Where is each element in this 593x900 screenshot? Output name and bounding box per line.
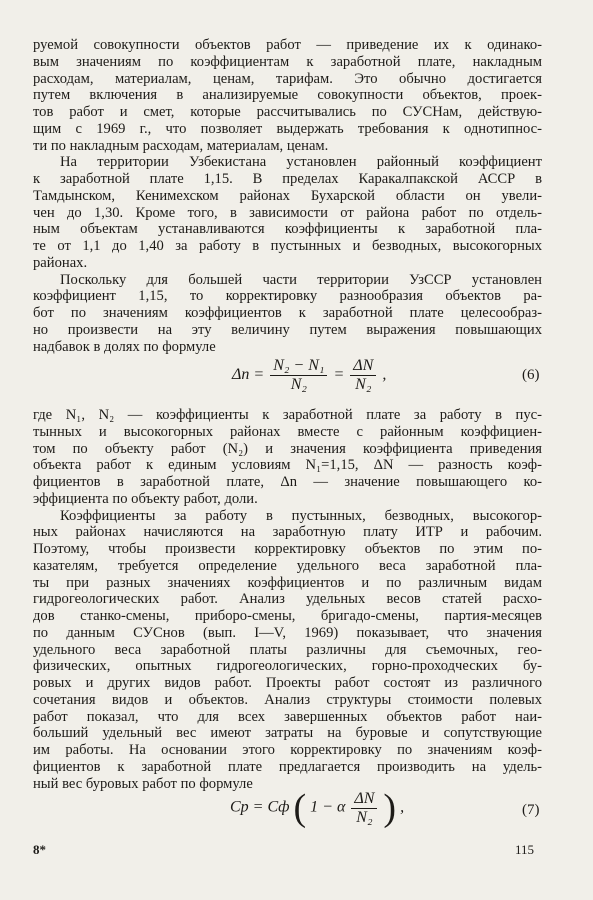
text-line: эффициента по объекту работ, доли. xyxy=(33,490,258,507)
text-line: Поскольку для большей части территории УзССР установлен xyxy=(60,271,542,288)
formula-6-denominator-2: N₂ xyxy=(355,376,372,393)
text-line: больший удельный вес имеют затраты на буровые и сопутствующие xyxy=(33,725,542,742)
text-line: те от 1,1 до 1,40 за работу в пустынных и безводных, высокогорных xyxy=(33,238,542,254)
formula-7-rhs-coefficient: Cф xyxy=(267,798,290,816)
formula-6-numerator-1: N₂ − N₁ xyxy=(270,357,327,376)
text-line: удельного веса заработной платы различны для съемочных, гео- xyxy=(33,641,542,658)
text-line: ных районах начисляются на заработную плату ИТР и рабочим. xyxy=(33,524,542,541)
text-line: бот по значениям коэффициентов к заработной плате целесообраз- xyxy=(33,305,542,321)
text-line: фициентов к заработной плате предлагается производить на удель- xyxy=(33,758,542,775)
text-line: по данным СУСнов (вып. I—V, 1969) показывает, что значения xyxy=(33,624,542,641)
paragraph-block-bottom xyxy=(33,407,542,792)
formula-6-lhs: Δn xyxy=(232,366,250,384)
text-line: том по объекту работ (N₂) и значения коэффициента приведения xyxy=(33,440,542,457)
text-line: Тамдынском, Кенимехском районах Бухарской области он увели- xyxy=(33,187,542,204)
text-line: коэффициент 1,15, то корректировку разнообразия объектов ра- xyxy=(33,288,542,305)
formula-7 xyxy=(0,786,593,836)
text-line: физических, опытных гидрогеологических, горно-проходческих бу- xyxy=(33,658,542,675)
formula-7-numerator: ΔN xyxy=(351,790,377,809)
text-line: им работы. На основании этого корректировку по значениям коэф- xyxy=(33,742,542,758)
text-line: Поэтому, чтобы произвести корректировку объектов по этим по- xyxy=(33,541,542,557)
formula-7-inner: 1 − α xyxy=(310,798,346,816)
page-number: 115 xyxy=(515,842,535,857)
formula-6 xyxy=(0,355,593,399)
text-line: к заработной плате 1,15. В пределах Каракалпакской АССР в xyxy=(33,171,542,187)
text-line: щим с 1969 г., что позволяет выдержать требования к однотипнос- xyxy=(33,120,542,137)
left-parenthesis: ( xyxy=(293,787,307,829)
formula-7-fraction xyxy=(351,790,377,827)
text-line: путем включения в анализируемые совокупности объектов, проек- xyxy=(33,87,542,104)
text-line: но произвести на эту величину путем выражения повышающих xyxy=(33,321,542,338)
formula-6-numerator-2: ΔN xyxy=(350,357,376,376)
text-line: где N₁, N₂ — коэффициенты к заработной плате за работу в пус- xyxy=(33,407,542,423)
text-line: чен до 1,30. Кроме того, в зависимости от района работ по отдель- xyxy=(33,204,542,221)
text-line: работ показал, что для всех завершенных объектов работ наи- xyxy=(33,708,542,725)
text-line: руемой совокупности объектов работ — приведение их к одинако- xyxy=(33,37,542,53)
text-line: На территории Узбекистана установлен районный коэффициент xyxy=(60,154,542,171)
formula-6-denominator-1: N₂ xyxy=(290,376,307,393)
text-line: ным объектам устанавливаются коэффициенты к заработной пла- xyxy=(33,221,542,238)
text-line: Коэффициенты за работу в пустынных, безводных, высокогор- xyxy=(60,507,542,524)
formula-6-fraction-2 xyxy=(350,357,376,394)
text-line: дов станко-смены, приборо-смены, бригадо-смены, партия-месяцев xyxy=(33,608,542,624)
text-line: расходам, материалам, ценам, тарифам. Это обычно достигается xyxy=(33,70,542,87)
text-line: ровых и других видов работ. Проекты работ состоят из различного xyxy=(33,675,542,691)
text-line: тынных и высокогорных районах вместе с районным коэффициен- xyxy=(33,423,542,440)
text-line: надбавок в долях по формуле xyxy=(33,338,216,355)
text-line: ти по накладным расходам, материалам, ценам. xyxy=(33,137,329,154)
text-line: ный вес буровых работ по формуле xyxy=(33,775,253,792)
formula-7-expression: Cр = Cф ( 1 − α $\frac{\Delta N}{\text{N₂}}$ ) , xyxy=(230,787,405,829)
text-line: казателям, требуется определение удельного веса заработной пла- xyxy=(33,557,542,574)
formula-6-number: (6) xyxy=(522,367,540,383)
formula-7-denominator: N₂ xyxy=(356,808,373,826)
formula-6-fraction-1 xyxy=(270,357,327,394)
formula-7-lhs: Cр xyxy=(230,798,249,816)
right-parenthesis: ) xyxy=(383,787,397,829)
paragraph-block-top xyxy=(33,37,542,355)
text-line: вым значениям по коэффициентам к заработной плате, накладным xyxy=(33,53,542,70)
printer-signature: 8* xyxy=(33,842,46,857)
text-line: фициентов в заработной плате, Δn — значение повышающего ко- xyxy=(33,474,542,490)
text-line: гидрогеологических работ. Анализ удельных весов статей расхо- xyxy=(33,591,542,608)
text-line: районах. xyxy=(33,254,88,271)
text-line: тов работ и смет, которые рассчитывались по СУСНам, действую- xyxy=(33,104,542,120)
text-line: объекта работ к единым условиям N₁=1,15, ΔN — разность коэф- xyxy=(33,457,542,474)
text-line: сочетания видов и объектов. Анализ структуры стоимости полевых xyxy=(33,691,542,708)
text-line: ты при разных значениях коэффициентов и по различным видам xyxy=(33,574,542,591)
formula-6-expression: Δn = $\frac{\text{N₂ − N₁}}{\text{N₂}}$ = $\frac{\Delta N}{\text{N₂}}$ , xyxy=(232,357,387,393)
formula-7-number: (7) xyxy=(522,802,540,818)
